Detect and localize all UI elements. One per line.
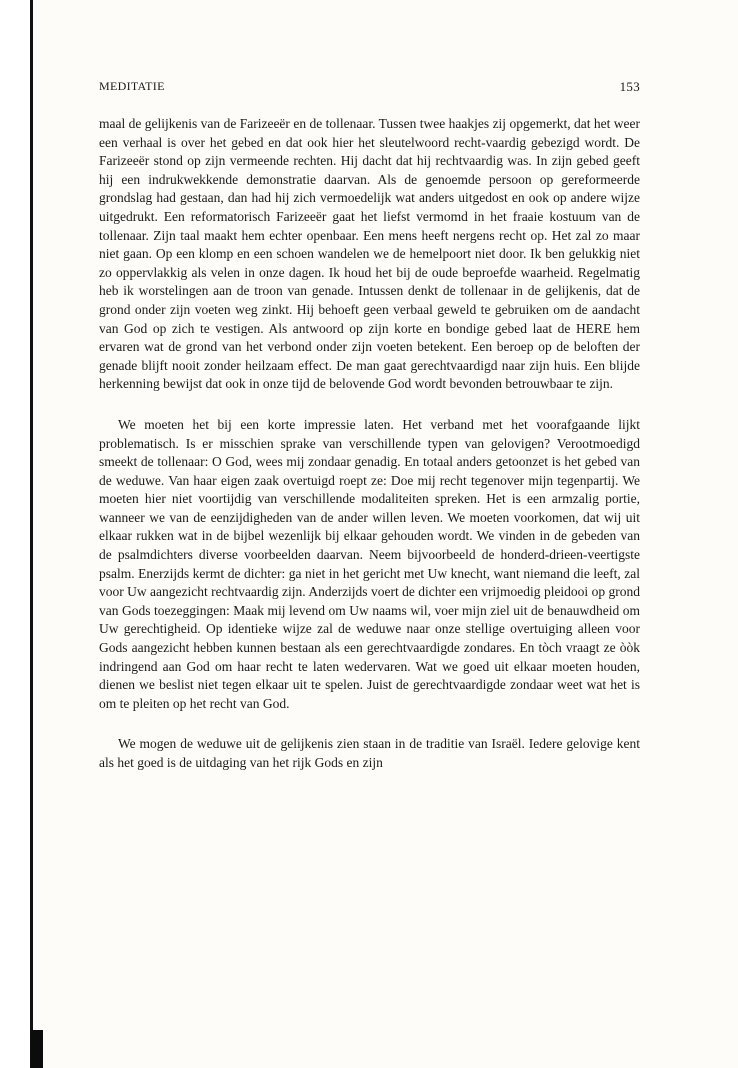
page-number: 153 — [619, 79, 640, 94]
scan-shadow-corner — [31, 1030, 43, 1068]
running-header — [99, 79, 640, 97]
paragraph-2: We moeten het bij een korte impressie laten. Het verband met het voorafgaande lijkt problematisch. Is er misschien sprake van verschillende typen van gelovigen? Verootmoedigd smeekt de tollenaar: O God, wees mij zondaar genadig. En totaal anders getoonzet is het gebed van de weduwe. Van haar eigen zaak overtuigd roept ze: Doe mij recht tegenover mijn tegenpartij. We moeten hier niet voortijdig van verschillende modaliteiten spreken. Het is een armzalig portie, wanneer we van de eenzijdigheden van de ander willen leven. We moeten voorkomen, dat wij uit elkaar rukken wat in de bijbel wezenlijk bij elkaar gehouden wordt. We vinden in de gebeden van de psalmdichters diverse voorbeelden daarvan. Neem bijvoorbeeld de honderd-drieen-veertigste psalm. Enerzijds kermt de dichter: ga niet in het gericht met Uw knecht, want niemand die leeft, zal voor Uw aangezicht rechtvaardig zijn. Anderzijds voert de dichter een vrijmoedig pleidooi op grond van Gods toezeggingen: Maak mij levend om Uw naams wil, voer mijn ziel uit de benauwdheid om Uw gerechtigheid. Op identieke wijze zal de weduwe naar onze stellige overtuiging alleen voor Gods aangezicht hebben kunnen bestaan als een gerechtvaardigde zondares. En tòch vraagt ze òòk indringend aan God om haar recht te laten wedervaren. Wat we goed uit elkaar moeten houden, dienen we beslist niet tegen elkaar uit te spelen. Juist de gerechtvaardigde zondaar weet wat het is om te pleiten op het recht van God. — [99, 416, 640, 711]
scan-margin-left — [0, 0, 31, 1068]
paragraph-1: maal de gelijkenis van de Farizeeër en de tollenaar. Tussen twee haakjes zij opgemerkt, dat het weer een verhaal is over het gebed en dat ook hier het sleutelwoord recht-vaardig gebezigd wordt. De Farizeeër stond op zijn vermeende rechten. Hij dacht dat hij rechtvaardig was. In zijn gebed geeft hij een indrukwekkende demonstratie daarvan. Als de genoemde persoon op gereformeerde grondslag had gestaan, dan had hij zich vermoedelijk wat anders uitgedost en ook op andere wijze uitgedrukt. Een reformatorisch Farizeeër gaat het liefst vermomd in het fraaie kostuum van de tollenaar. Zijn taal maakt hem echter openbaar. Een mens heeft nergens recht op. Het zal zo maar niet gaan. Op een klomp en een schoen wandelen we de hemelpoort niet door. Ik ben gelukkig niet zo oppervlakkig als velen in onze dagen. Ik houd het bij de oude beproefde waarheid. Regelmatig heb ik worstelingen aan de troon van genade. Intussen denkt de tollenaar in de gelijkenis, dat de grond onder zijn voeten weg zinkt. Hij behoeft geen verbaal geweld te gebruiken om de aandacht van God op zich te vestigen. Als antwoord op zijn korte en bondige gebed laat de HERE hem ervaren wat de grond van het verbond onder zijn voeten betekent. Een beroep op de beloften der genade blijft nooit zonder heilzaam effect. De man gaat gerechtvaardigd naar zijn huis. Een blijde herkenning bewijst dat ook in onze tijd de belovende God wordt bevonden betrouwbaar te zijn. — [99, 116, 640, 392]
paragraph-3: We mogen de weduwe uit de gelijkenis zien staan in de traditie van Israël. Iedere gelovige kent als het goed is de uitdaging van het rijk Gods en zijn — [99, 736, 640, 770]
page-edge-line — [30, 0, 33, 1068]
running-title: MEDITATIE — [99, 79, 165, 93]
body-text — [99, 115, 640, 795]
